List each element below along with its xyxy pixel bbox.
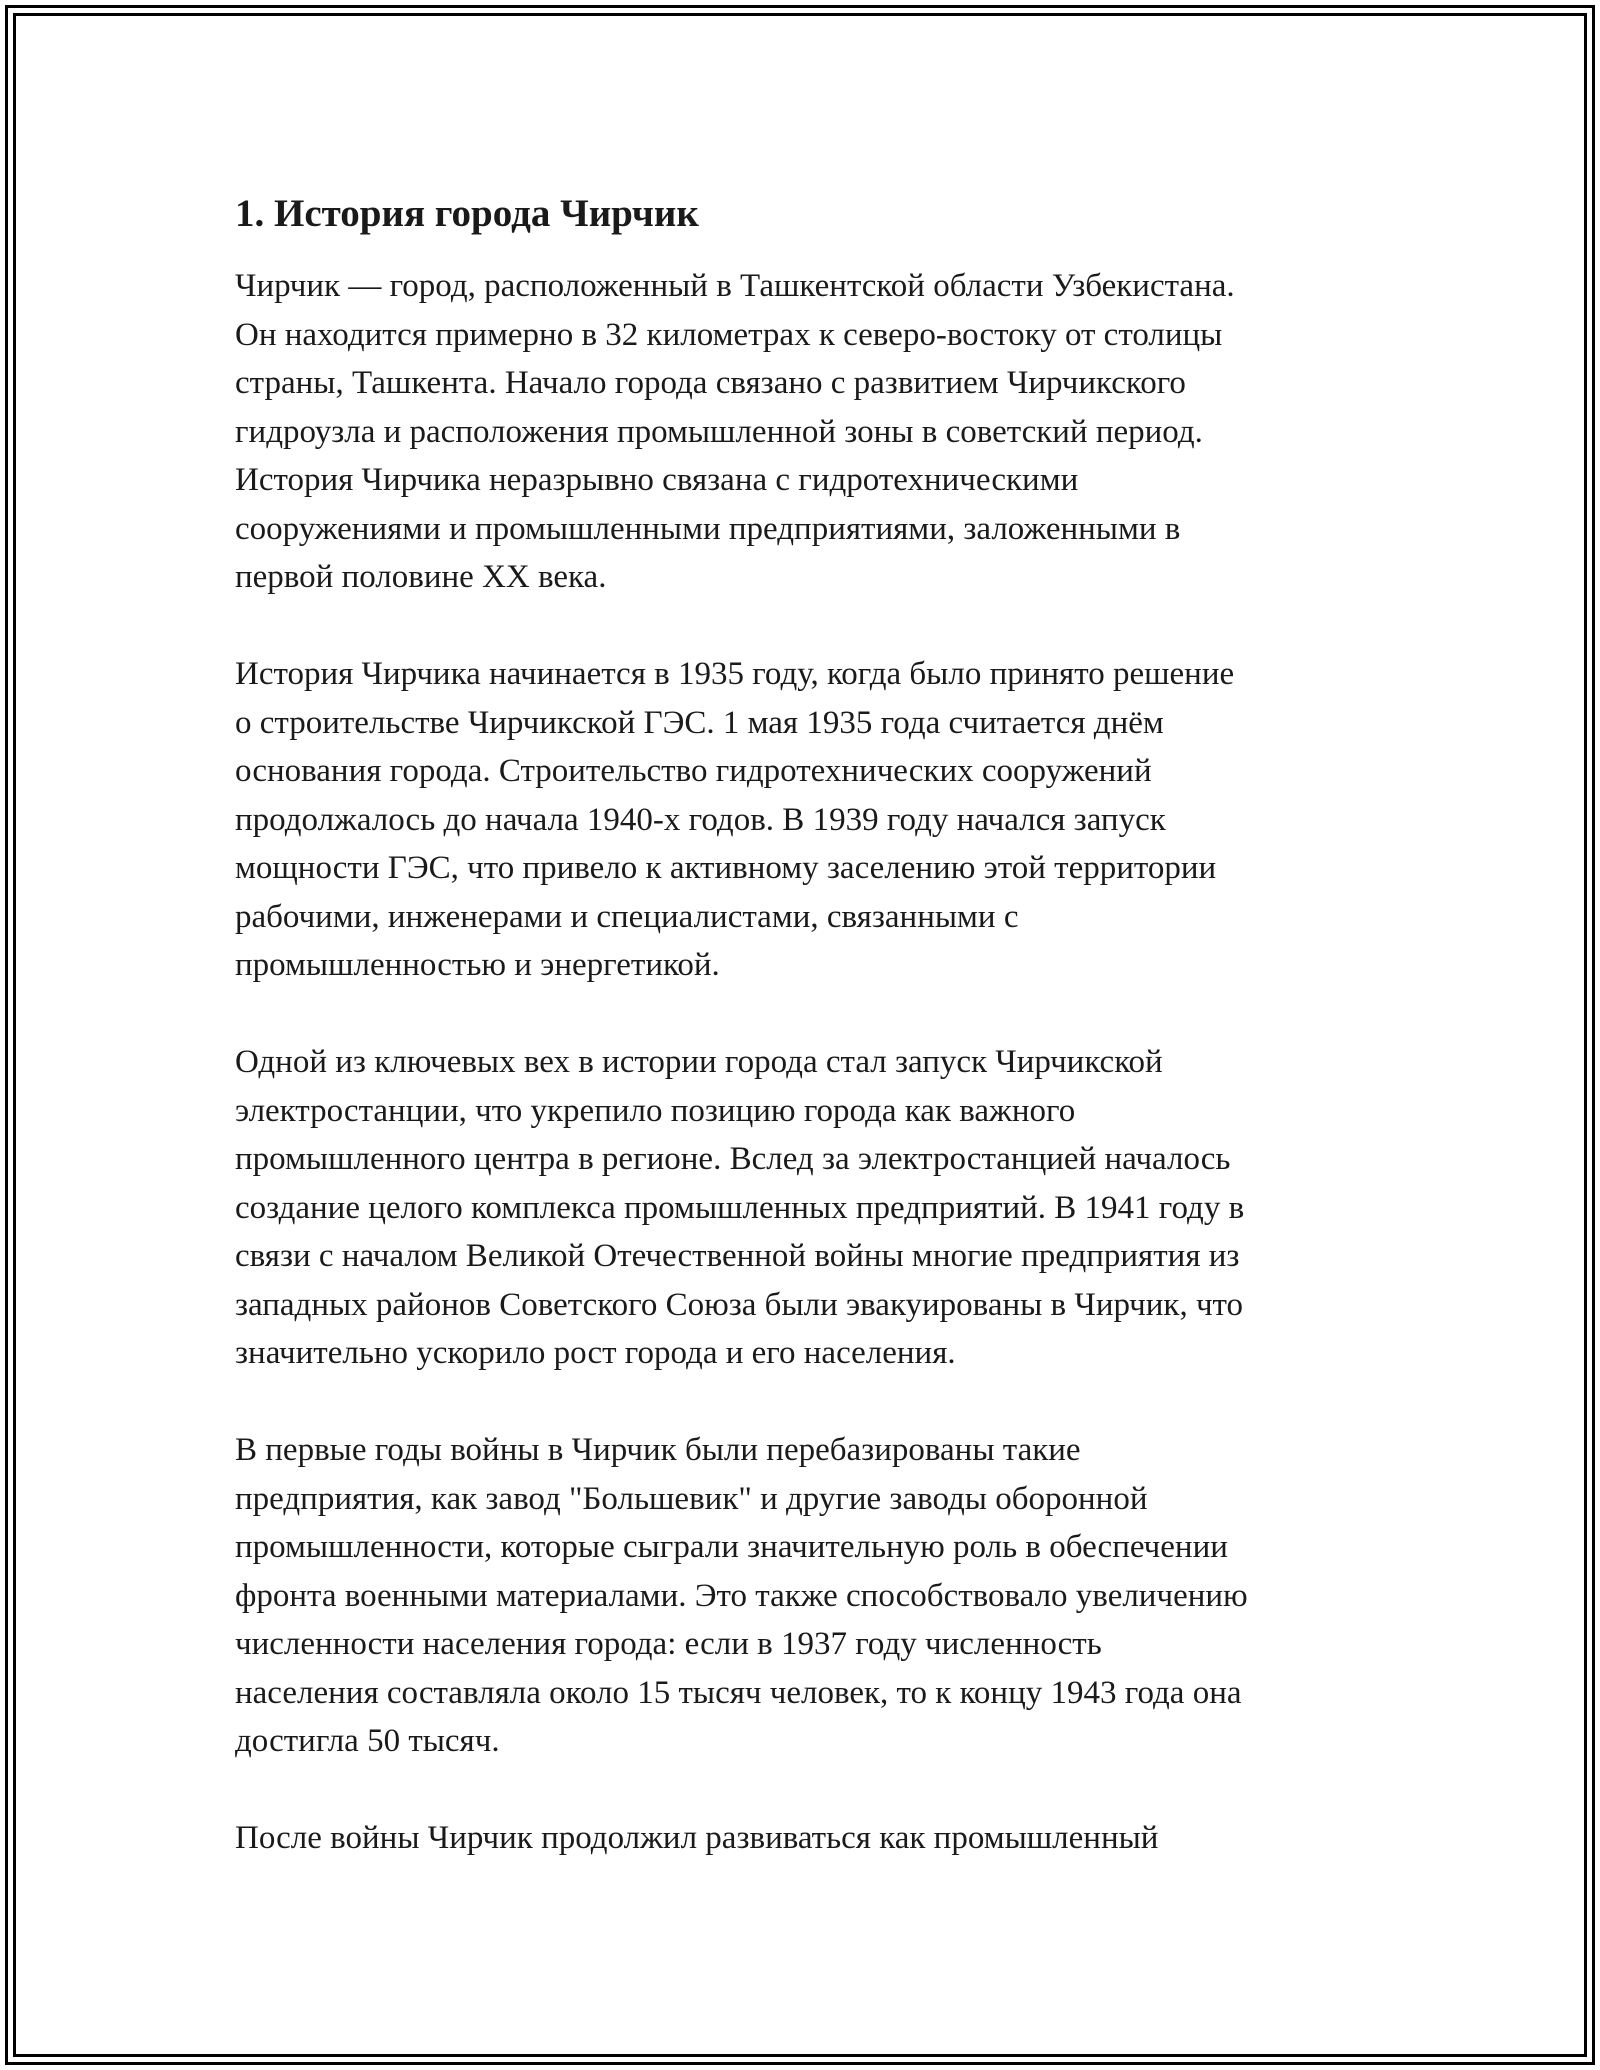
text-line: страны, Ташкента. Начало города связано с развитием Чирчикского — [235, 365, 1186, 401]
text-line: связи с началом Великой Отечественной войны многие предприятия из — [235, 1238, 1240, 1274]
text-line: основания города. Строительство гидротехнических сооружений — [235, 753, 1152, 789]
text-line: промышленного центра в регионе. Вслед за электростанцией началось — [235, 1141, 1231, 1177]
text-line: предприятия, как завод "Большевик" и другие заводы оборонной — [235, 1480, 1148, 1517]
text-line: История Чирчика начинается в 1935 году, когда было принято решение — [235, 656, 1235, 692]
text-line: История Чирчика неразрывно связана с гидротехническими — [235, 462, 1079, 498]
text-line: достигла 50 тысяч. — [235, 1723, 500, 1759]
section-heading: 1. История города Чирчик — [235, 192, 699, 235]
text-line: рабочими, инженерами и специалистами, связанными с — [235, 898, 1019, 935]
text-line: гидроузла и расположения промышленной зоны в советский период. — [235, 413, 1203, 450]
text-line: промышленностью и энергетикой. — [235, 947, 720, 983]
text-line: Он находится примерно в 32 километрах к северо-востоку от столицы — [235, 316, 1223, 353]
text-line: первой половине XX века. — [235, 559, 607, 595]
text-line: В первые годы войны в Чирчик были перебазированы такие — [235, 1432, 1081, 1468]
paragraph-3 — [235, 1038, 1375, 1378]
text-line: мощности ГЭС, что привело к активному заселению этой территории — [235, 850, 1217, 886]
text-line: западных районов Советского Союза были эвакуированы в Чирчик, что — [235, 1286, 1244, 1323]
text-line: продолжалось до начала 1940-х годов. В 1939 году начался запуск — [235, 801, 1166, 838]
paragraph-5 — [235, 1814, 1375, 1863]
text-line: Чирчик — город, расположенный в Ташкентской области Узбекистана. — [235, 268, 1235, 304]
paragraph-2 — [235, 650, 1375, 990]
text-line: электростанции, что укрепило позицию города как важного — [235, 1092, 1076, 1129]
text-line: промышленности, которые сыграли значительную роль в обеспечении — [235, 1529, 1228, 1565]
text-line: сооружениями и промышленными предприятиями, заложенными в — [235, 510, 1181, 547]
text-line: о строительстве Чирчикской ГЭС. 1 мая 1935 года считается днём — [235, 704, 1164, 741]
text-line: Одной из ключевых вех в истории города стал запуск Чирчикской — [235, 1044, 1163, 1080]
paragraph-4 — [235, 1426, 1375, 1766]
text-line: После войны Чирчик продолжил развиваться как промышленный — [235, 1820, 1159, 1856]
paragraph-1 — [235, 262, 1375, 602]
text-line: создание целого комплекса промышленных предприятий. В 1941 году в — [235, 1189, 1245, 1226]
text-line: фронта военными материалами. Это также способствовало увеличению — [235, 1577, 1248, 1614]
text-line: населения составляла около 15 тысяч человек, то к концу 1943 года она — [235, 1674, 1242, 1711]
document-body — [235, 186, 1375, 1863]
text-line: значительно ускорило рост города и его населения. — [235, 1335, 956, 1371]
text-line: численности населения города: если в 1937 году численность — [235, 1626, 1102, 1662]
